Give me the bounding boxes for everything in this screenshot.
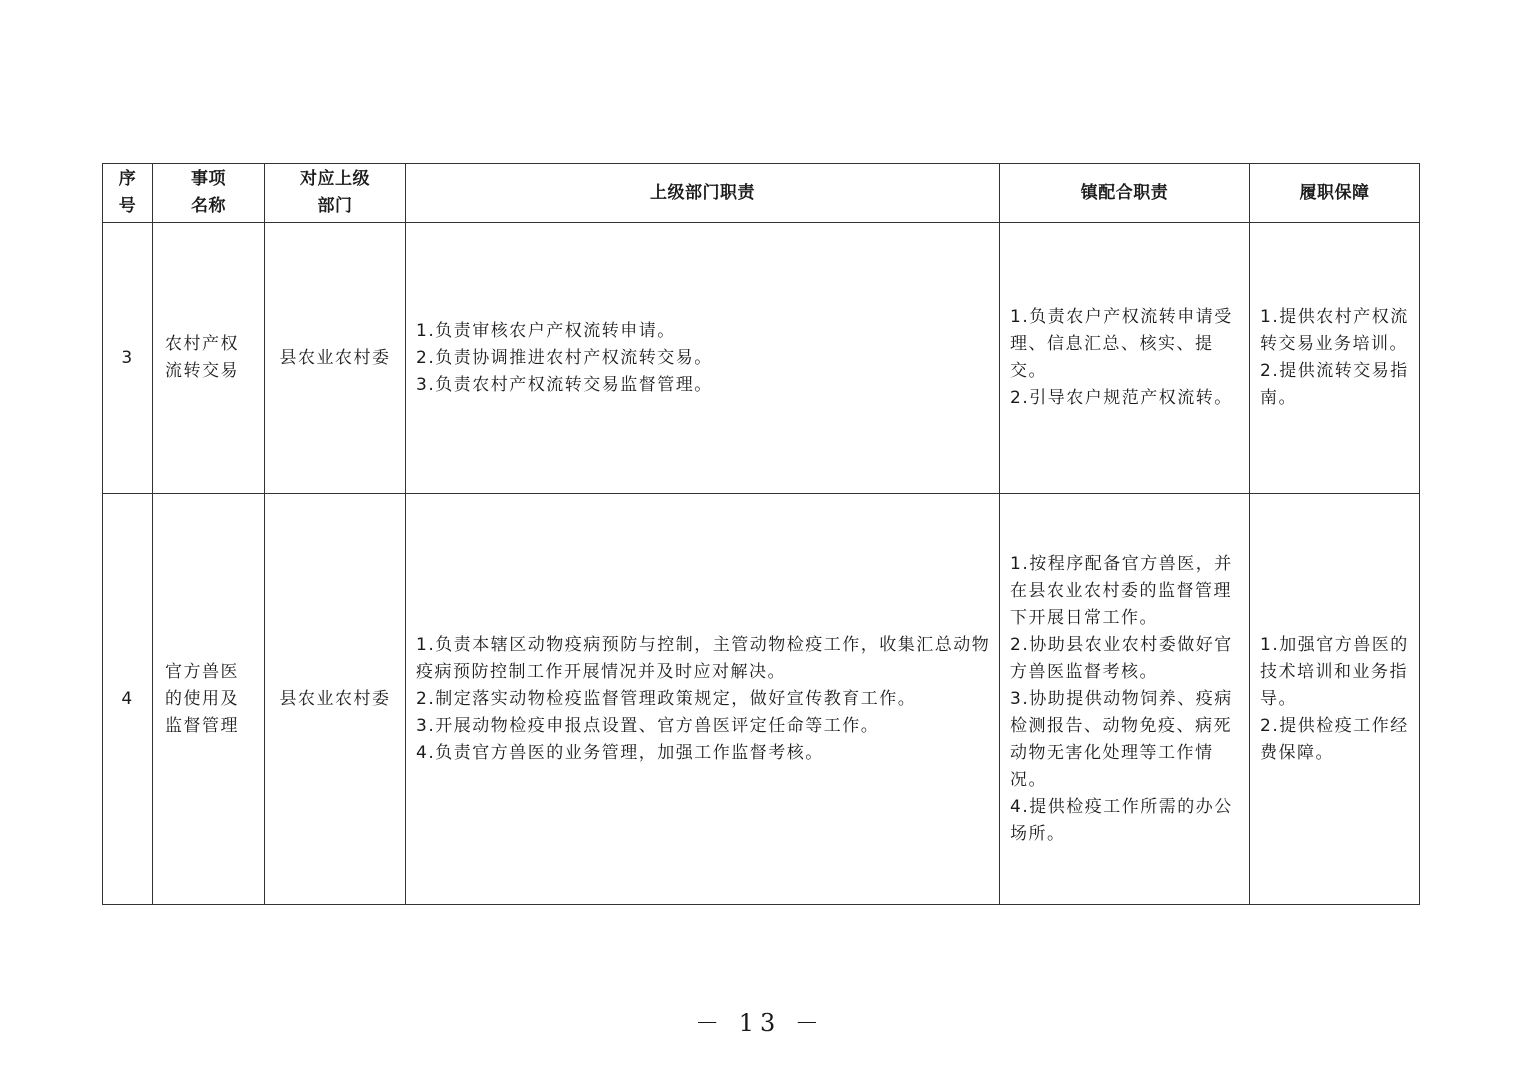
duty-line: 2.制定落实动物检疫监督管理政策规定，做好宣传教育工作。 [416, 688, 917, 709]
header-town-duties: 镇配合职责 [1000, 164, 1250, 223]
cell-item-name: 官方兽医 的使用及 监督管理 [153, 494, 265, 905]
duty-line: 2.提供流转交易指南。 [1260, 361, 1409, 408]
cell-town-duties [1000, 223, 1250, 494]
duty-line: 3.负责农村产权流转交易监督管理。 [416, 374, 713, 395]
duty-line: 2.引导农户规范产权流转。 [1010, 388, 1233, 408]
header-upper-dept: 对应上级 部门 [265, 164, 406, 223]
table-row [103, 223, 1420, 494]
header-guarantee: 履职保障 [1250, 164, 1420, 223]
duty-line: 1.加强官方兽医的技术培训和业务指导。 [1260, 634, 1409, 709]
cell-item-name: 农村产权 流转交易 [153, 223, 265, 494]
duty-line: 1.提供农村产权流转交易业务培训。 [1260, 307, 1409, 354]
cell-upper-duties [406, 223, 1000, 494]
cell-seq: 4 [103, 494, 153, 905]
cell-town-duties [1000, 494, 1250, 905]
page-number: － 13 － [695, 1009, 825, 1037]
header-upper-duties: 上级部门职责 [406, 164, 1000, 223]
table-header-row [103, 164, 1420, 223]
table-row [103, 494, 1420, 905]
duty-table [102, 163, 1420, 905]
duty-line: 2.提供检疫工作经费保障。 [1260, 715, 1409, 763]
duty-line: 2.负责协调推进农村产权流转交易。 [416, 347, 713, 368]
cell-upper-dept: 县农业农村委 [265, 223, 406, 494]
duty-line: 4.提供检疫工作所需的办公场所。 [1010, 796, 1233, 844]
header-item-name: 事项 名称 [153, 164, 265, 223]
duty-line: 2.协助县农业农村委做好官方兽医监督考核。 [1010, 634, 1233, 682]
duty-line: 1.按程序配备官方兽医，并在县农业农村委的监督管理下开展日常工作。 [1010, 553, 1233, 628]
duty-line: 1.负责本辖区动物疫病预防与控制，主管动物检疫工作，收集汇总动物疫病预防控制工作开展情况并及时应对解决。 [416, 634, 991, 682]
cell-seq: 3 [103, 223, 153, 494]
duty-line: 4.负责官方兽医的业务管理，加强工作监督考核。 [416, 742, 824, 763]
cell-guarantee [1250, 223, 1420, 494]
cell-guarantee [1250, 494, 1420, 905]
duty-line: 3.协助提供动物饲养、疫病检测报告、动物免疫、病死动物无害化处理等工作情况。 [1010, 688, 1233, 790]
cell-upper-duties [406, 494, 1000, 905]
duty-line: 3.开展动物检疫申报点设置、官方兽医评定任命等工作。 [416, 715, 880, 736]
cell-upper-dept: 县农业农村委 [265, 494, 406, 905]
duty-line: 1.负责农户产权流转申请受理、信息汇总、核实、提交。 [1010, 307, 1233, 381]
duty-line: 1.负责审核农户产权流转申请。 [416, 320, 676, 341]
header-seq: 序 号 [103, 164, 153, 223]
